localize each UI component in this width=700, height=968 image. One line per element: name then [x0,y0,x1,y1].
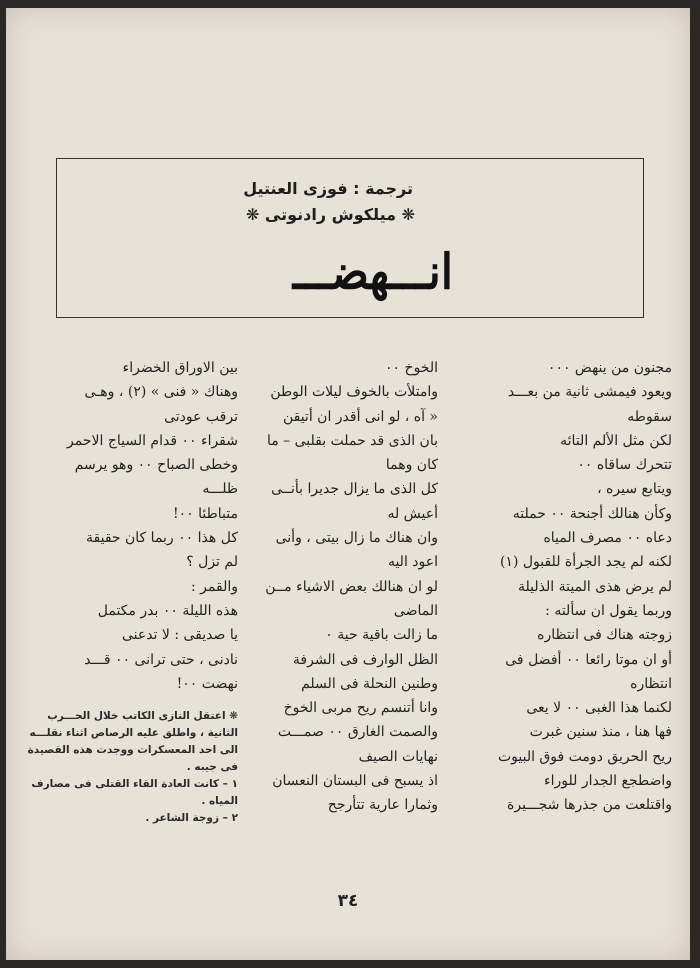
column-left [22,356,238,827]
footnote: ❋ اعتقل النازى الكاتب خلال الحـــرب الثانية ، واطلق عليه الرصاص اثناء نقلـــه الى احد المعسكرات ووجدت هذه القصيدة فى جيبه . [27,710,238,774]
poem-line: واقتلعت من جذرها شجـــيرة [507,797,672,814]
poem-line: واضطجع الجدار للوراء [544,773,672,790]
poem-line: نهايات الصيف [358,748,438,765]
poem-line: انتظاره [630,675,672,692]
poem-line: والصمت الغارق ٠٠ صمـــت [277,724,438,741]
poem-line: وانا أتنسم ريح مربى الخوخ [283,700,438,717]
poem-line: وربما يقول ان سألته : [545,602,672,619]
poem-line: اعود اليه [387,554,438,571]
poem-line: بين الاوراق الخضراء [122,360,238,376]
poem-line: أعيش له [387,505,438,522]
poem-line: زوجته هناك فى انتظاره [537,627,672,644]
poem-line: لكن مثل الألم التائه [560,432,672,449]
poem-line: ما زالت باقية حية ٠ [325,627,438,644]
poem-line: لكنه لم يجد الجرأة للقبول (١) [499,554,672,571]
poem-line: فها هنا ، منذ سنين غبرت [529,724,672,741]
poem-line: وامتلأت بالخوف ليلات الوطن [270,384,438,401]
poem-line: كل الذى ما يزال جديرا بأنــى [271,481,438,498]
poem-line: اذ يسبح فى البستان النعسان [272,773,438,790]
poem-line: ويتابع سيره ، [597,481,672,498]
poem-line: هذه الليلة ٠٠ بدر مكتمل [97,602,238,619]
poem-line: الماضى [393,602,438,619]
poem-line: كل هذا ٠٠ ربما كان حقيقة [86,530,238,547]
poem-line: وثمارا عارية تتأرجح [327,797,438,814]
poem-title: انـــهضـــ [292,244,453,301]
poem-line: ظلـــه [202,481,238,498]
page-number: ٣٤ [337,891,359,911]
column-middle [248,356,438,818]
footnote: ٢ – زوجة الشاعر . [145,812,238,825]
poem-line: نادنى ، حتى ترانى ٠٠ قـــد [84,651,238,668]
poem-line: سقوطه [627,408,672,425]
translator-credit: ترجمة : فوزى العنتيل [243,179,413,198]
poem-line: شقراء ٠٠ قدام السياج الاحمر [67,432,238,449]
poem-line: تتحرك ساقاه ٠٠ [577,457,672,474]
poem-line: وهناك « فنى » (٢) ، وهـى [84,384,238,401]
poem-line: لم تزل ؟ [186,554,238,571]
poem-line: ريح الحريق دومت فوق البيوت [497,748,672,765]
poem-line: وان هناك ما زال بيتى ، وأنى [275,530,438,547]
poem-line: دعاه ٠٠ مصرف المياه [543,530,672,547]
poem-line: الظل الوارف فى الشرفة [292,651,438,668]
poem-line: كان وهما [385,457,438,474]
column-right [447,356,672,818]
poem-line: لو ان هنالك بعض الاشياء مــن [265,578,438,595]
magazine-page [6,8,690,960]
poem-line: والقمر : [191,578,238,595]
poem-line: ويعود فيمشى ثانية من بعـــد [507,384,672,401]
poem-line: لم يرض هذى الميتة الذليلة [518,578,672,595]
title-box [56,158,644,318]
poem-line: يا صديقى : لا تدعنى [121,627,238,644]
poem-line: الخوخ ٠٠ [385,360,438,376]
poem-line: « آه ، لو انى أقدر ان أتيقن [282,408,438,425]
poem-line: بان الذى قد حملت بقلبى – ما [266,432,438,449]
poem-line: وطنين النحلة فى السلم [301,675,438,692]
poem-line: ترقب عودتى [164,408,238,425]
poem-line: وخطى الصباح ٠٠ وهو يرسم [74,457,238,474]
poem-line: متباطئا ٠٠! [173,505,238,522]
footnote: ١ – كانت العادة القاء القتلى فى مصارف المياه . [31,778,238,808]
poem-line: أو ان موتا رائعا ٠٠ أفضل فى [505,651,672,668]
poem-line: مجنون من ينهض ٠٠٠ [547,360,672,376]
poem-line: نهضت ٠٠! [176,675,238,692]
poem-line: لكنما هذا الغبى ٠٠ لا يعى [526,700,672,717]
footnotes [22,708,238,827]
poem-line: وكأن هنالك أجنحة ٠٠ حملته [512,505,672,522]
poet-name: ❋ ميلكوش رادنوتى ❋ [245,205,415,224]
